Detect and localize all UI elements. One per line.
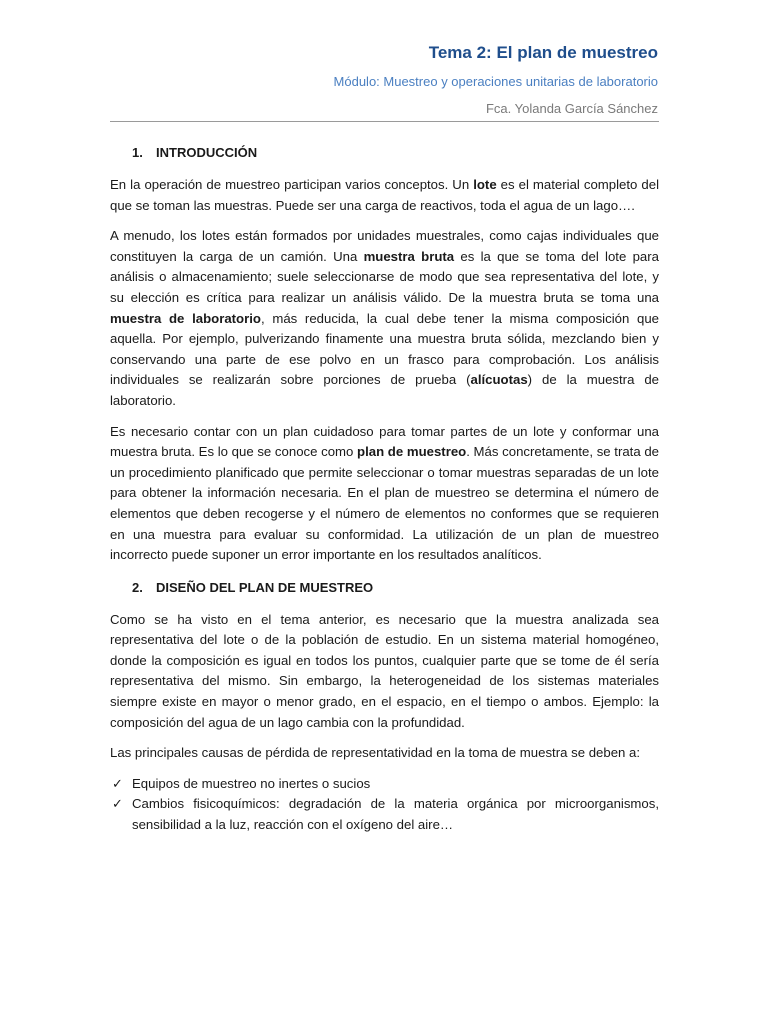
document-title: Tema 2: El plan de muestreo [428,43,658,62]
section-title: INTRODUCCIÓN [156,145,258,160]
text-run: En la operación de muestreo participan varios conceptos. Un [110,177,474,192]
list-item-text: Equipos de muestreo no inertes o sucios [132,775,371,791]
causes-list [110,774,659,836]
text-run: ) de la muestra de laboratorio. [110,372,659,408]
section-title: DISEÑO DEL PLAN DE MUESTREO [156,579,374,595]
author-name: Fca. Yolanda García Sánchez [485,101,658,116]
text-run: . Más concretamente, se trata de un procedimiento planificado que permite seleccionar o tomar muestras separadas de un lote para obtener la información necesaria. En el plan de muestreo se determina el número de elementos que deben recogerse y el número de elementos no conformes que se requieren en una muestra para evaluar su conformidad. La utilización de un plan de muestreo incorrecto puede suponer un error importante en los resultados analíticos. [110,444,660,563]
list-item [110,794,659,835]
module-name: Módulo: Muestreo y operaciones unitarias de laboratorio [333,74,658,89]
paragraph-plan-de-muestreo [110,422,659,566]
term-lote: lote [473,177,497,192]
list-item-text: Cambios fisicoquímicos: degradación de la materia orgánica por microorganismos, sensibilidad a la luz, reacción con el oxígeno del aire… [132,796,659,833]
term-muestra-bruta: muestra bruta [363,248,455,264]
text-run: , más reducida, la cual debe tener la misma composición que aquella. Por ejemplo, pulverizando finamente una muestra bruta sólida, mezclando bien y conservando una parte de ese polvo en un frasco para comprobación. Los análisis individuales se realizarán sobre porciones de prueba ( [110,310,659,388]
paragraph-causas: Las principales causas de pérdida de representatividad en la toma de muestra se deben a: [110,745,641,761]
text-run: A menudo, los lotes están formados por unidades muestrales, como cajas individuales que constituyen la carga de un camión. Una [110,228,659,264]
page-header [334,38,658,122]
term-alicuotas: alícuotas [470,372,528,388]
section-number: 1. [132,145,143,160]
term-muestra-de-laboratorio: muestra de laboratorio [110,310,261,326]
term-plan-de-muestreo: plan de muestreo [357,444,467,460]
text-run: Es necesario contar con un plan cuidadoso para tomar partes de un lote y conformar una muestra bruta. Es lo que se conoce como [110,423,659,460]
list-item [110,774,659,795]
section-heading-diseno [110,578,659,598]
section-heading-introduccion [110,143,659,163]
paragraph-lote [110,175,659,216]
text-run: es la que se toma del lote para análisis o almacenamiento; suele seleccionarse de modo que sea representativa del lote, y su elección es crítica para realizar un análisis válido. De la muestra bruta se toma una [110,248,659,305]
header-divider [110,121,659,122]
paragraph-muestra-bruta [110,226,659,411]
checkmark-icon: ✓ [112,796,123,812]
section-number: 2. [132,579,143,595]
paragraph-representatividad: Como se ha visto en el tema anterior, es necesario que la muestra analizada sea representativa del lote o de la población de estudio. En un sistema material homogéneo, donde la composición es igual en todos los puntos, cualquier parte que se tome de él sería representativa del mismo. Sin embargo, la heterogeneidad de los sistemas materiales siempre existe en mayor o menor grado, en el espacio, en el tiempo o ambos. Ejemplo: la composición del agua de un lago cambia con la profundidad. [110,611,659,730]
checkmark-icon: ✓ [112,775,123,791]
text-run: es el material completo del que se toman las muestras. Puede ser una carga de reactivos, toda el agua de un lago…. [110,177,659,213]
document-body [110,143,659,836]
